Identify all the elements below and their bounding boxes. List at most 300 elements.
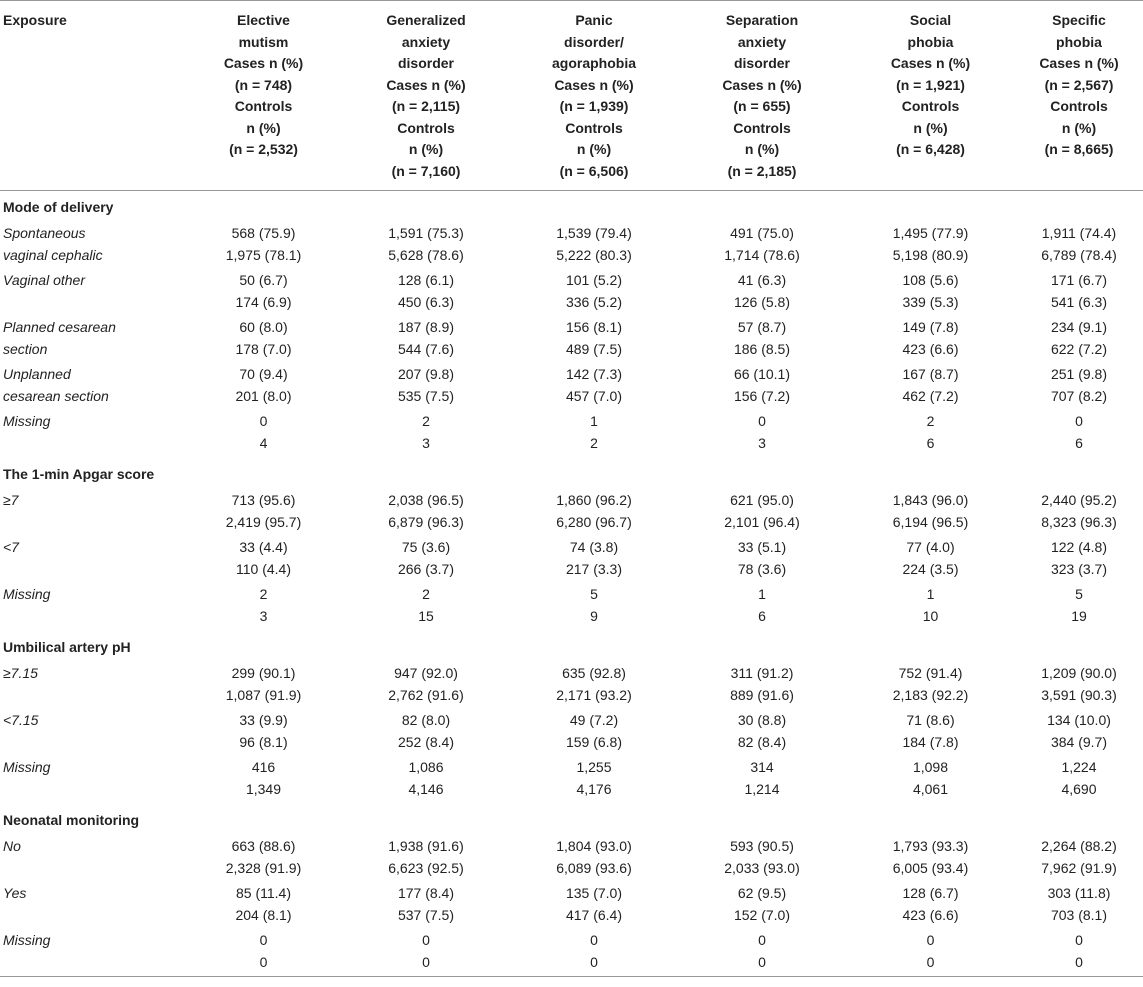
table-row <box>0 363 1143 410</box>
cell-line: Vaginal other <box>3 272 85 288</box>
cases-value: 128 (6.7) <box>902 885 959 901</box>
controls-value: 423 (6.6) <box>902 907 959 923</box>
controls-value: 4 <box>259 435 268 451</box>
cases-value: 1,098 <box>912 759 949 775</box>
cases-value: 70 (9.4) <box>239 366 288 382</box>
value-cell <box>342 583 510 630</box>
cell-line: Cases n (%) <box>722 76 802 93</box>
value-cell <box>1015 410 1143 457</box>
value-cell <box>342 835 510 882</box>
value-cell <box>185 662 342 709</box>
controls-value: 541 (6.3) <box>1050 294 1108 310</box>
value-cell <box>342 709 510 756</box>
value-cell <box>185 835 342 882</box>
cases-value: 49 (7.2) <box>569 712 619 728</box>
controls-value: 0 <box>758 954 766 970</box>
cell-line: n (%) <box>744 141 780 157</box>
value-cell <box>1015 316 1143 363</box>
section-row <box>0 803 1143 835</box>
value-cell <box>510 882 678 929</box>
cases-value: 134 (10.0) <box>1047 712 1111 728</box>
cell-line: Unplanned <box>3 366 71 382</box>
controls-value: 156 (7.2) <box>733 388 791 404</box>
cell-line: cesarean section <box>3 388 109 404</box>
cell-line: Controls <box>397 119 455 136</box>
row-label <box>0 536 185 583</box>
cell-line: Social <box>909 12 952 28</box>
cases-value: 177 (8.4) <box>397 885 455 901</box>
cell-line: phobia <box>1056 33 1102 50</box>
cases-value: 50 (6.7) <box>239 272 288 288</box>
table-row <box>0 410 1143 457</box>
controls-value: 7,962 (91.9) <box>1041 860 1117 876</box>
value-cell <box>846 756 1015 803</box>
row-label <box>0 269 185 316</box>
value-cell <box>1015 662 1143 709</box>
section-row <box>0 191 1143 223</box>
value-cell <box>846 929 1015 977</box>
value-cell <box>342 363 510 410</box>
controls-value: 6,789 (78.4) <box>1041 247 1117 263</box>
controls-value: 2,328 (91.9) <box>225 860 302 876</box>
cases-value: 0 <box>422 932 430 948</box>
value-cell <box>846 489 1015 536</box>
controls-value: 6,194 (96.5) <box>892 514 969 530</box>
cases-value: 0 <box>590 932 598 948</box>
controls-value: 2 <box>590 435 598 451</box>
row-label <box>0 363 185 410</box>
section-row <box>0 457 1143 489</box>
cases-value: 1 <box>926 586 935 602</box>
controls-value: 2,033 (93.0) <box>724 860 800 876</box>
cell-line: Missing <box>3 586 51 602</box>
controls-value: 703 (8.1) <box>1050 907 1108 923</box>
cases-value: 5 <box>590 586 598 602</box>
controls-value: 2,171 (93.2) <box>556 687 632 703</box>
controls-value: 252 (8.4) <box>397 734 455 750</box>
cell-line: Missing <box>3 413 51 429</box>
value-cell <box>1015 756 1143 803</box>
controls-value: 6,879 (96.3) <box>388 514 464 530</box>
cell-line: Planned cesarean <box>3 319 116 335</box>
cases-value: 66 (10.1) <box>733 366 791 382</box>
controls-value: 204 (8.1) <box>235 907 292 923</box>
value-cell <box>185 269 342 316</box>
value-cell <box>342 489 510 536</box>
cell-line: ≥7 <box>3 492 19 508</box>
section-row <box>0 630 1143 662</box>
cell-line: disorder/ <box>564 33 624 50</box>
column-header <box>342 1 510 191</box>
controls-value: 889 (91.6) <box>730 687 794 703</box>
cases-value: 1,224 <box>1061 759 1097 775</box>
cases-value: 303 (11.8) <box>1047 885 1111 901</box>
cases-value: 1,495 (77.9) <box>892 225 969 241</box>
cases-value: 1,860 (96.2) <box>556 492 632 508</box>
value-cell <box>846 583 1015 630</box>
cases-value: 122 (4.8) <box>1050 539 1108 555</box>
table-row <box>0 222 1143 269</box>
cell-line: Cases n (%) <box>890 55 971 71</box>
cases-value: 568 (75.9) <box>231 225 296 241</box>
cell-line: Controls <box>234 98 293 114</box>
cases-value: 41 (6.3) <box>737 272 787 288</box>
value-cell <box>185 929 342 977</box>
cases-value: 1 <box>758 586 766 602</box>
cell-line: disorder <box>397 55 454 71</box>
value-cell <box>846 882 1015 929</box>
cases-value: 1,938 (91.6) <box>388 838 464 854</box>
column-header <box>510 1 678 191</box>
value-cell <box>342 929 510 977</box>
value-cell <box>846 410 1015 457</box>
cases-value: 1,793 (93.3) <box>892 838 969 854</box>
value-cell <box>846 662 1015 709</box>
controls-value: 6 <box>758 608 766 624</box>
cases-value: 314 <box>750 759 774 775</box>
value-cell <box>510 222 678 269</box>
cell-line: Cases n (%) <box>386 76 466 93</box>
cases-value: 1,804 (93.0) <box>556 838 632 854</box>
cell-line: Spontaneous <box>3 225 86 241</box>
value-cell <box>678 316 846 363</box>
cell-line: Cases n (%) <box>554 76 634 93</box>
controls-value: 489 (7.5) <box>565 341 623 357</box>
controls-value: 0 <box>926 954 935 970</box>
cases-value: 0 <box>758 932 766 948</box>
value-cell <box>185 756 342 803</box>
controls-value: 4,146 <box>408 781 444 797</box>
controls-value: 8,323 (96.3) <box>1041 514 1117 530</box>
controls-value: 6 <box>1075 435 1083 451</box>
cell-line: Missing <box>3 932 51 948</box>
table-row <box>0 316 1143 363</box>
value-cell <box>846 536 1015 583</box>
table-row <box>0 835 1143 882</box>
controls-value: 417 (6.4) <box>565 907 623 923</box>
cell-line: anxiety <box>737 33 787 50</box>
value-cell <box>342 662 510 709</box>
value-cell <box>510 489 678 536</box>
row-label <box>0 222 185 269</box>
value-cell <box>510 583 678 630</box>
controls-value: 0 <box>259 954 268 970</box>
cell-line: vaginal cephalic <box>3 247 103 263</box>
controls-value: 96 (8.1) <box>239 734 288 750</box>
controls-value: 15 <box>418 608 434 624</box>
cases-value: 60 (8.0) <box>239 319 288 335</box>
controls-value: 4,061 <box>912 781 949 797</box>
cell-line: (n = 1,939) <box>559 98 629 114</box>
value-cell <box>1015 363 1143 410</box>
cell-line: Controls <box>901 98 960 114</box>
cell-line: (n = 2,115) <box>391 98 461 114</box>
cases-value: 491 (75.0) <box>730 225 794 241</box>
controls-value: 2,183 (92.2) <box>892 687 969 703</box>
controls-value: 186 (8.5) <box>733 341 791 357</box>
table-row <box>0 536 1143 583</box>
controls-value: 622 (7.2) <box>1050 341 1108 357</box>
controls-value: 537 (7.5) <box>397 907 455 923</box>
cases-value: 135 (7.0) <box>565 885 623 901</box>
cases-value: 33 (5.1) <box>737 539 787 555</box>
cases-value: 416 <box>251 759 276 775</box>
value-cell <box>678 583 846 630</box>
cases-value: 0 <box>259 413 268 429</box>
table-row <box>0 929 1143 977</box>
value-cell <box>342 269 510 316</box>
controls-value: 336 (5.2) <box>565 294 623 310</box>
cases-value: 1,255 <box>576 759 612 775</box>
cases-value: 621 (95.0) <box>730 492 794 508</box>
cases-value: 752 (91.4) <box>898 665 963 681</box>
value-cell <box>846 269 1015 316</box>
controls-value: 1,714 (78.6) <box>724 247 800 263</box>
value-cell <box>678 709 846 756</box>
row-label <box>0 316 185 363</box>
value-cell <box>510 316 678 363</box>
value-cell <box>846 835 1015 882</box>
value-cell <box>185 489 342 536</box>
value-cell <box>1015 835 1143 882</box>
value-cell <box>1015 489 1143 536</box>
cases-value: 593 (90.5) <box>730 838 794 854</box>
value-cell <box>1015 929 1143 977</box>
section-title: Umbilical artery pH <box>3 639 131 655</box>
cell-line: Elective <box>237 12 290 28</box>
value-cell <box>510 363 678 410</box>
cases-value: 2 <box>422 413 430 429</box>
value-cell <box>678 756 846 803</box>
value-cell <box>185 363 342 410</box>
table-row <box>0 489 1143 536</box>
cases-value: 0 <box>1075 413 1083 429</box>
cell-line: Separation <box>725 12 799 28</box>
cell-line: (n = 7,160) <box>391 162 461 179</box>
cases-value: 0 <box>259 932 268 948</box>
cases-value: 663 (88.6) <box>231 838 296 854</box>
row-label <box>0 756 185 803</box>
value-cell <box>342 536 510 583</box>
controls-value: 184 (7.8) <box>902 734 959 750</box>
cases-value: 33 (4.4) <box>239 539 288 555</box>
cell-line: disorder <box>733 55 790 71</box>
cases-value: 85 (11.4) <box>236 885 291 901</box>
controls-value: 201 (8.0) <box>235 388 292 404</box>
column-header <box>678 1 846 191</box>
cases-value: 142 (7.3) <box>565 366 623 382</box>
value-cell <box>510 835 678 882</box>
cases-value: 74 (3.8) <box>569 539 619 555</box>
value-cell <box>185 316 342 363</box>
cases-value: 77 (4.0) <box>906 539 955 555</box>
controls-value: 462 (7.2) <box>902 388 959 404</box>
cell-line: anxiety <box>401 33 451 50</box>
cases-value: 75 (3.6) <box>401 539 451 555</box>
table-row <box>0 882 1143 929</box>
cell-line: Controls <box>565 119 623 136</box>
value-cell <box>342 756 510 803</box>
cell-line: (n = 2,185) <box>727 162 797 179</box>
controls-value: 457 (7.0) <box>565 388 623 404</box>
value-cell <box>185 882 342 929</box>
row-label <box>0 835 185 882</box>
value-cell <box>846 316 1015 363</box>
table-row <box>0 583 1143 630</box>
cell-line: <7 <box>3 539 19 555</box>
cases-value: 1,591 (75.3) <box>388 225 464 241</box>
cases-value: 251 (9.8) <box>1050 366 1108 382</box>
cases-value: 5 <box>1075 586 1083 602</box>
cases-value: 2,264 (88.2) <box>1041 838 1117 854</box>
cases-value: 947 (92.0) <box>394 665 458 681</box>
value-cell <box>1015 709 1143 756</box>
value-cell <box>185 709 342 756</box>
cases-value: 171 (6.7) <box>1050 272 1108 288</box>
controls-value: 384 (9.7) <box>1050 734 1108 750</box>
value-cell <box>1015 269 1143 316</box>
value-cell <box>678 269 846 316</box>
controls-value: 174 (6.9) <box>235 294 292 310</box>
cell-line: n (%) <box>246 119 281 136</box>
controls-value: 78 (3.6) <box>737 561 787 577</box>
cases-value: 57 (8.7) <box>737 319 787 335</box>
controls-value: 19 <box>1071 608 1087 624</box>
cases-value: 30 (8.8) <box>737 712 787 728</box>
value-cell <box>678 929 846 977</box>
controls-value: 1,087 (91.9) <box>225 687 302 703</box>
table-row <box>0 709 1143 756</box>
row-label <box>0 709 185 756</box>
cases-value: 713 (95.6) <box>231 492 296 508</box>
cell-line: (n = 748) <box>234 76 293 93</box>
controls-value: 2,419 (95.7) <box>225 514 302 530</box>
value-cell <box>1015 583 1143 630</box>
controls-value: 5,628 (78.6) <box>388 247 464 263</box>
cases-value: 2,038 (96.5) <box>388 492 464 508</box>
cell-line: <7.15 <box>3 712 39 728</box>
controls-value: 3 <box>259 608 268 624</box>
cases-value: 101 (5.2) <box>565 272 623 288</box>
cell-line: Controls <box>733 119 791 136</box>
column-header <box>846 1 1015 191</box>
controls-value: 0 <box>590 954 598 970</box>
controls-value: 6,280 (96.7) <box>556 514 632 530</box>
controls-value: 1,214 <box>744 781 780 797</box>
cases-value: 234 (9.1) <box>1050 319 1108 335</box>
table-body <box>0 191 1143 977</box>
controls-value: 110 (4.4) <box>236 561 291 577</box>
cases-value: 82 (8.0) <box>401 712 451 728</box>
controls-value: 1,975 (78.1) <box>225 247 302 263</box>
cell-line: No <box>3 838 21 854</box>
controls-value: 0 <box>1075 954 1083 970</box>
controls-value: 126 (5.8) <box>733 294 791 310</box>
cell-line: Generalized <box>386 12 466 28</box>
controls-value: 0 <box>422 954 430 970</box>
controls-value: 423 (6.6) <box>902 341 959 357</box>
cell-line: agoraphobia <box>551 55 636 71</box>
controls-value: 3,591 (90.3) <box>1041 687 1117 703</box>
cell-line: section <box>3 341 48 357</box>
cell-line: mutism <box>238 33 289 50</box>
row-label <box>0 929 185 977</box>
cell-line: (n = 1,921) <box>896 76 965 93</box>
cases-value: 149 (7.8) <box>902 319 959 335</box>
cases-value: 62 (9.5) <box>737 885 787 901</box>
controls-value: 2,762 (91.6) <box>388 687 464 703</box>
controls-value: 224 (3.5) <box>902 561 959 577</box>
value-cell <box>185 222 342 269</box>
table-row <box>0 662 1143 709</box>
controls-value: 323 (3.7) <box>1050 561 1108 577</box>
cases-value: 1,911 (74.4) <box>1041 225 1117 241</box>
value-cell <box>846 222 1015 269</box>
controls-value: 3 <box>422 435 430 451</box>
controls-value: 4,176 <box>576 781 612 797</box>
controls-value: 5,222 (80.3) <box>556 247 632 263</box>
value-cell <box>342 316 510 363</box>
cases-value: 1,086 <box>408 759 444 775</box>
controls-value: 535 (7.5) <box>397 388 455 404</box>
cases-value: 1,539 (79.4) <box>556 225 632 241</box>
controls-value: 2,101 (96.4) <box>724 514 800 530</box>
table-header <box>0 1 1143 191</box>
controls-value: 339 (5.3) <box>902 294 959 310</box>
controls-value: 10 <box>922 608 939 624</box>
controls-value: 178 (7.0) <box>235 341 292 357</box>
row-label <box>0 882 185 929</box>
cases-value: 207 (9.8) <box>397 366 455 382</box>
controls-value: 266 (3.7) <box>397 561 455 577</box>
cases-value: 71 (8.6) <box>906 712 955 728</box>
controls-value: 450 (6.3) <box>397 294 455 310</box>
cell-line: Yes <box>3 885 27 901</box>
cell-line: (n = 655) <box>733 98 791 114</box>
cases-value: 0 <box>1075 932 1083 948</box>
value-cell <box>342 882 510 929</box>
cases-value: 0 <box>926 932 935 948</box>
column-header <box>1015 1 1143 191</box>
controls-value: 707 (8.2) <box>1050 388 1108 404</box>
controls-value: 3 <box>758 435 766 451</box>
value-cell <box>678 835 846 882</box>
controls-value: 6,623 (92.5) <box>388 860 464 876</box>
cases-value: 2 <box>422 586 430 602</box>
controls-value: 1,349 <box>245 781 282 797</box>
cell-line: n (%) <box>408 141 444 157</box>
table-row <box>0 269 1143 316</box>
cell-line: (n = 6,506) <box>559 162 629 179</box>
cell-line: n (%) <box>1061 119 1097 136</box>
cell-line: n (%) <box>576 141 612 157</box>
controls-value: 82 (8.4) <box>737 734 787 750</box>
cell-line: ≥7.15 <box>3 665 38 681</box>
controls-value: 4,690 <box>1061 781 1097 797</box>
cell-line: phobia <box>907 33 954 50</box>
controls-value: 6,089 (93.6) <box>556 860 632 876</box>
row-label <box>0 489 185 536</box>
value-cell <box>678 662 846 709</box>
value-cell <box>1015 222 1143 269</box>
value-cell <box>1015 536 1143 583</box>
value-cell <box>185 410 342 457</box>
cell-line: Panic <box>575 12 613 28</box>
value-cell <box>678 410 846 457</box>
value-cell <box>342 222 510 269</box>
value-cell <box>510 269 678 316</box>
value-cell <box>678 363 846 410</box>
